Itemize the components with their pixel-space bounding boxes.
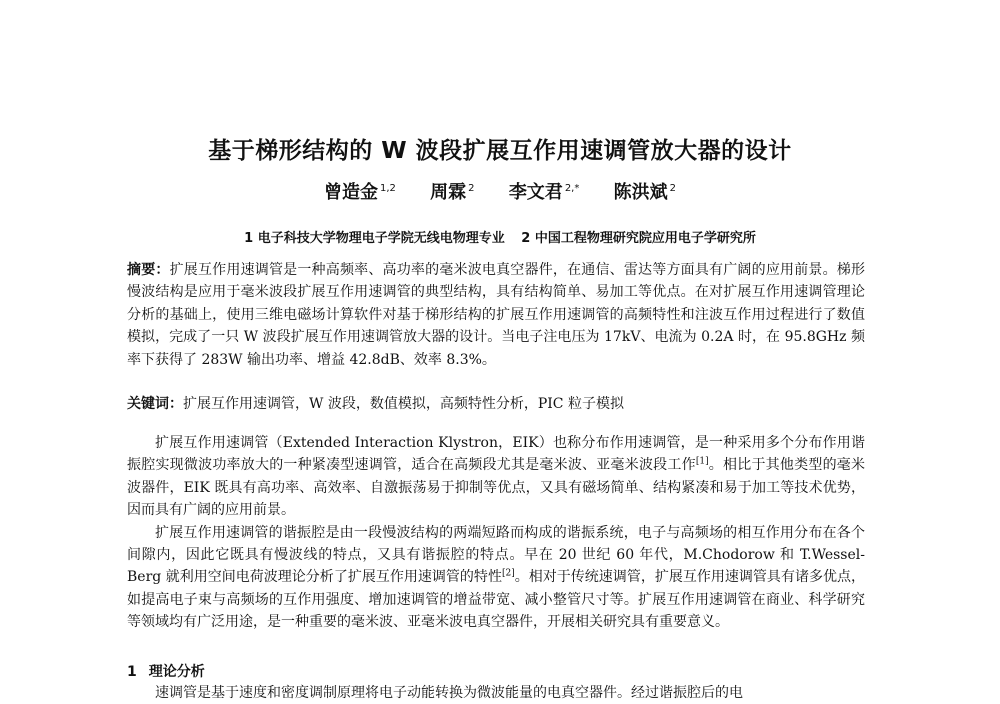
paragraph (127, 432, 865, 522)
author-name: 李文君 (508, 182, 563, 203)
author-name: 陈洪斌 (613, 182, 668, 203)
author-list (0, 178, 1000, 204)
author-name: 曾造金 (323, 182, 378, 203)
paragraph (127, 522, 865, 634)
introduction (127, 432, 865, 634)
paper-title: 基于梯形结构的 W 波段扩展互作用速调管放大器的设计 (208, 138, 792, 164)
section-number: 1 (127, 664, 137, 680)
paragraph-text: 扩展互作用速调管的谐振腔是由一段慢波结构的两端短路而构成的谐振系统，电子与高频场的相互作用分布在各个间隙内，因此它既具有慢波线的特点，又具有谐振腔的特点。早在 20 世纪 60 年代，M.Chodorow 和 T.Wessel-Berg 就利用空间电荷波理论分析了扩展互作用速调管的特性 (127, 524, 865, 586)
author (430, 182, 474, 203)
author (614, 182, 676, 203)
citation-ref: [1] (695, 456, 709, 467)
affiliations (0, 227, 1000, 246)
author (324, 182, 396, 203)
section-title: 理论分析 (148, 664, 205, 680)
keywords-label: 关键词： (127, 396, 183, 412)
author-affiliation-mark: 2,* (564, 183, 580, 194)
abstract-text: 扩展互作用速调管是一种高频率、高功率的毫米波电真空器件，在通信、雷达等方面具有广阔的应用前景。梯形慢波结构是应用于毫米波段扩展互作用速调管的典型结构，具有结构简单、易加工等优点。在对扩展互作用速调管理论分析的基础上，使用三维电磁场计算软件对基于梯形结构的扩展互作用速调管的高频特性和注波互作用过程进行了数值模拟，完成了一只 W 波段扩展互作用速调管放大器的设计。当电子注电压为 17kV、电流为 0.2A 时，在 95.8GHz 频率下获得了 283W 输出功率、增益 42.8dB、效率 8.3%。 (127, 262, 866, 368)
author-affiliation-mark: 1,2 (379, 183, 396, 194)
citation-ref: [2] (501, 568, 515, 579)
author (509, 182, 580, 203)
abstract-label: 摘要： (127, 262, 170, 278)
author-affiliation-mark: 2 (669, 183, 677, 194)
author-affiliation-mark: 2 (468, 183, 475, 194)
author-name: 周霖 (430, 182, 467, 203)
paragraph-text: 扩展互作用速调管（Extended Interaction Klystron，EIK）也称分布作用速调管，是一种采用多个分布作用谐振腔实现微波功率放大的一种紧凑型速调管，适合在高频段尤其是毫米波、亚毫米波段工作 (127, 435, 865, 474)
section-heading (127, 661, 205, 681)
keywords (127, 393, 865, 415)
affiliation-2: 2 中国工程物理研究院应用电子学研究所 (521, 231, 756, 246)
section-first-line: 速调管是基于速度和密度调制原理将电子动能转换为微波能量的电真空器件。经过谐振腔后的电 (155, 685, 743, 701)
abstract (127, 259, 865, 371)
paragraph-text: 。相比于其他类型的毫米波器件，EIK 既具有高功率、高效率、自激振荡易于抑制等优点，又具有磁场简单、结构紧凑和易于加工等技术优势，因而具有广阔的应用前景。 (127, 457, 866, 519)
affiliation-1: 1 电子科技大学物理电子学院无线电物理专业 (244, 231, 505, 246)
keywords-text: 扩展互作用速调管，W 波段，数值模拟，高频特性分析，PIC 粒子模拟 (183, 396, 624, 412)
paragraph-text: 。相对于传统速调管，扩展互作用速调管具有诸多优点，如提高电子束与高频场的互作用强度、增加速调管的增益带宽、减小整管尺寸等。扩展互作用速调管在商业、科学研究等领域均有广泛用途，是一种重要的毫米波、亚毫米波电真空器件，开展相关研究具有重要意义。 (127, 569, 865, 631)
